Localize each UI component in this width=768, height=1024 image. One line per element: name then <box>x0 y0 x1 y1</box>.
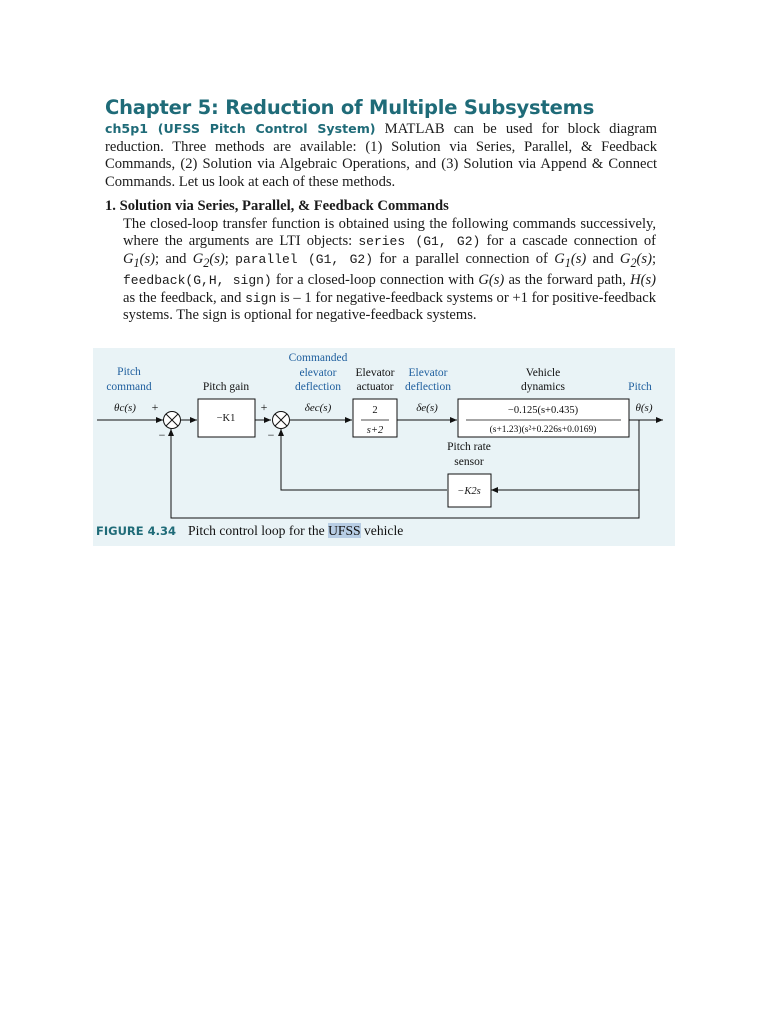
body-text: as the forward path, <box>508 272 626 289</box>
label-elev-deflection-1: Elevator <box>408 367 448 379</box>
symbol-theta-c: θc(s) <box>114 402 136 414</box>
actuator-denominator: s+2 <box>366 425 384 436</box>
intro-text: MATLAB can be used for block diagram reduction. Three methods are available: (1) Solution via Series, Parallel, & Feedback Commands, (2) Solution via Algebraic Operations, and (3) Solution via Append & Connect Commands. Let us look at each of these methods. <box>105 121 657 190</box>
symbol-delta-e: δe(s) <box>416 402 438 414</box>
label-vehicle-1: Vehicle <box>525 367 561 379</box>
body-text: and <box>592 250 614 267</box>
sign-plus-1: + <box>151 400 159 414</box>
sign-plus-2: + <box>260 400 268 414</box>
actuator-numerator: 2 <box>372 405 378 416</box>
label-elev-deflection-2: deflection <box>405 381 451 393</box>
code-sign: sign <box>245 290 277 306</box>
body-text: as the feedback, and <box>123 289 242 306</box>
chapter-title: Chapter 5: Reduction of Multiple Subsystems <box>105 96 595 119</box>
label-actuator-1: Elevator <box>355 367 395 379</box>
symbol-delta-ec: δec(s) <box>304 402 332 414</box>
code-feedback: feedback(G,H, sign) <box>123 273 272 289</box>
label-commanded-1: Commanded <box>288 352 348 364</box>
body-text: The closed-loop transfer function is obtained using the following commands successively, where the arguments are LTI objects: <box>123 216 656 250</box>
body-text: ; and <box>155 250 187 267</box>
code-parallel: parallel (G1, G2) <box>235 251 374 267</box>
section-body <box>123 216 656 324</box>
label-commanded-3: deflection <box>295 381 341 393</box>
label-rate-sensor-1: Pitch rate <box>447 441 491 453</box>
intro-lead: ch5p1 (UFSS Pitch Control System) <box>105 121 376 136</box>
body-text: for a parallel connection of <box>379 250 548 267</box>
rate-feedback-line <box>281 429 447 490</box>
body-text: ; <box>224 250 229 267</box>
vehicle-denominator: (s+1.23)(s²+0.226s+0.0169) <box>489 425 597 435</box>
body-text: is – 1 for negative-feedback systems or +1 for positive-feedback systems. The sign is optional for negative-feedback systems. <box>123 289 656 323</box>
symbol-theta: θ(s) <box>635 402 653 414</box>
label-pitch-command-2: command <box>106 381 152 393</box>
label-pitch-gain: Pitch gain <box>202 381 250 393</box>
code-series: series (G1, G2) <box>358 234 481 250</box>
figure-label: FIGURE 4.34 <box>96 524 177 538</box>
rate-sensor-value: −K2s <box>457 486 481 497</box>
body-text: for a cascade connection of <box>486 233 657 250</box>
caption-text: Pitch control loop for the <box>188 523 325 538</box>
math-g1: $G_1(s)$ <box>554 250 587 270</box>
caption-text-end: vehicle <box>364 523 404 538</box>
intro-paragraph <box>105 120 657 191</box>
math-g2: $G_2(s)$ <box>192 250 225 270</box>
math-g1: $G_1(s)$ <box>123 250 156 270</box>
block-diagram <box>93 348 675 520</box>
label-pitch-command-1: Pitch <box>117 366 141 378</box>
pitch-gain-value: −K1 <box>216 413 236 424</box>
label-commanded-2: elevator <box>299 367 337 379</box>
body-text: for a closed-loop connection with <box>275 272 475 289</box>
sign-minus-2: − <box>267 428 275 442</box>
label-pitch-output: Pitch <box>628 381 652 393</box>
math-gs: G(s) <box>478 272 505 289</box>
body-text: ; <box>651 250 657 267</box>
math-hs: H(s) <box>630 272 657 289</box>
caption-highlight: UFSS <box>328 523 361 538</box>
figure-caption <box>96 523 403 539</box>
label-rate-sensor-2: sensor <box>454 456 484 468</box>
sign-minus-1: − <box>158 428 166 442</box>
label-vehicle-2: dynamics <box>520 381 566 393</box>
vehicle-numerator: −0.125(s+0.435) <box>507 405 579 416</box>
label-actuator-2: actuator <box>356 381 394 393</box>
figure-block-diagram <box>93 348 675 546</box>
section-heading: 1. Solution via Series, Parallel, & Feedback Commands <box>105 198 449 214</box>
math-g2: $G_2(s)$ <box>619 250 652 270</box>
